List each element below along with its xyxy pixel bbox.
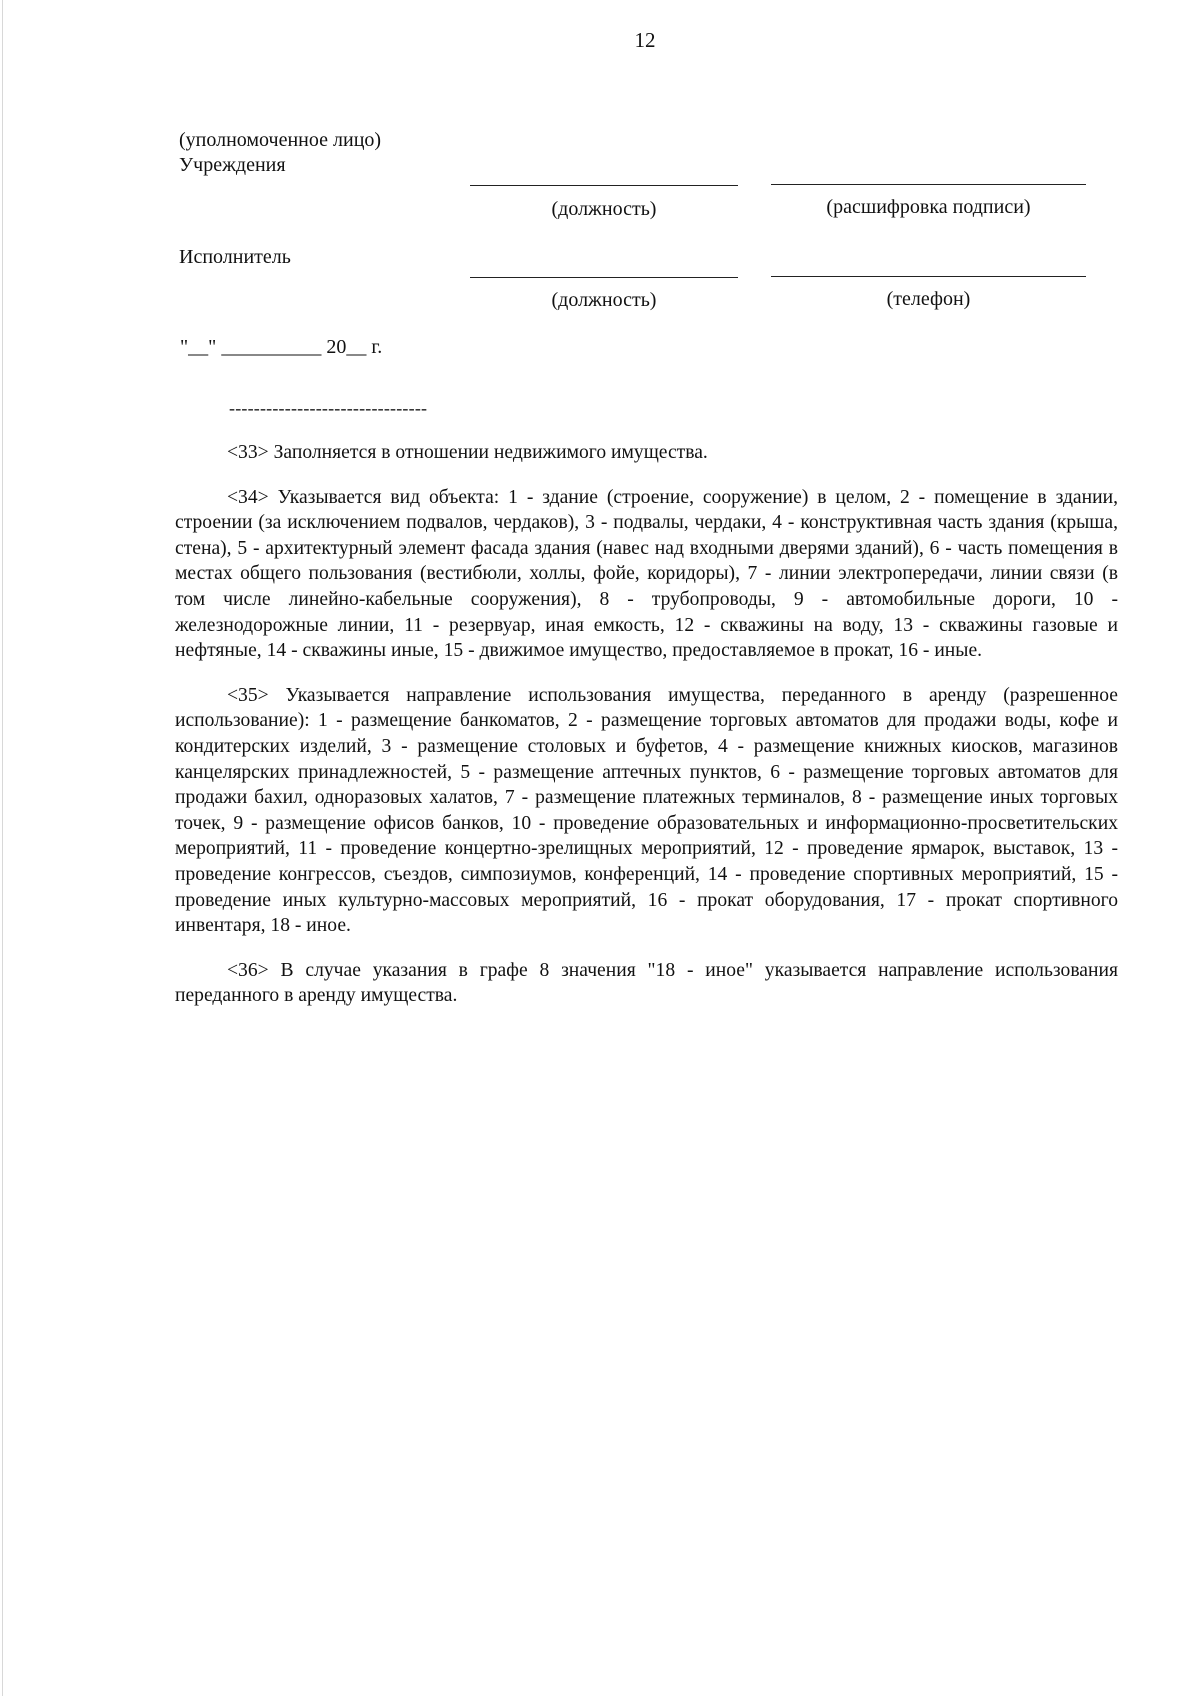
authorized-person-label: (уполномоченное лицо)	[179, 129, 382, 151]
footnote-separator: --------------------------------	[229, 398, 428, 418]
phone-caption: (телефон)	[886, 288, 971, 310]
footnote-33: <33> Заполняется в отношении недвижимого имущества.	[227, 442, 708, 463]
position-caption-1: (должность)	[551, 198, 657, 220]
page-number: 12	[634, 28, 656, 52]
date-line: "__" __________ 20__ г.	[180, 336, 383, 358]
position-signature-line-1	[470, 185, 738, 186]
footnote-36: <36> В случае указания в графе 8 значения "18 - иное" указывается направление использования переданного в аренду имущества.	[175, 959, 1118, 1007]
signature-decoding-caption: (расшифровка подписи)	[826, 196, 1031, 218]
institution-label: Учреждения	[179, 154, 286, 176]
position-signature-line-2	[470, 277, 738, 278]
footnotes	[175, 440, 1118, 1028]
position-caption-2: (должность)	[551, 289, 657, 311]
footnote-34: <34> Указывается вид объекта: 1 - здание (строение, сооружение) в целом, 2 - помещение в здании, строении (за исключением подвалов, чердаков), 3 - подвалы, чердаки, 4 - конструктивная часть здания (крыша, стена), 5 - архитектурный элемент фасада здания (навес над входными дверями зданий), 6 - часть помещения в местах общего пользования (вестибюли, холлы, фойе, коридоры), 7 - линии электропередачи, линии связи (в том числе линейно-кабельные сооружения), 8 - трубопроводы, 9 - автомобильные дороги, 10 - железнодорожные линии, 11 - резервуар, иная емкость, 12 - скважины на воду, 13 - скважины газовые и нефтяные, 14 - скважины иные, 15 - движимое имущество, предоставляемое в прокат, 16 - иные.	[175, 486, 1118, 662]
scan-edge-line	[2, 0, 3, 1696]
signature-decoding-line	[771, 184, 1086, 185]
executor-label: Исполнитель	[179, 246, 291, 268]
footnote-35: <35> Указывается направление использования имущества, переданного в аренду (разрешенное использование): 1 - размещение банкоматов, 2 - размещение торговых автоматов для продажи воды, кофе и кондитерских изделий, 3 - размещение столовых и буфетов, 4 - размещение книжных киосков, магазинов канцелярских принадлежностей, 5 - размещение аптечных пунктов, 6 - размещение торговых автоматов для продажи бахил, одноразовых халатов, 7 - размещение платежных терминалов, 8 - размещение иных торговых точек, 9 - размещение офисов банков, 10 - проведение образовательных и информационно-просветительских мероприятий, 11 - проведение концертно-зрелищных мероприятий, 12 - проведение ярмарок, выставок, 13 - проведение конгрессов, съездов, симпозиумов, конференций, 14 - проведение спортивных мероприятий, 15 - проведение иных культурно-массовых мероприятий, 16 - прокат оборудования, 17 - прокат спортивного инвентаря, 18 - иное.	[175, 684, 1118, 937]
phone-line	[771, 276, 1086, 277]
